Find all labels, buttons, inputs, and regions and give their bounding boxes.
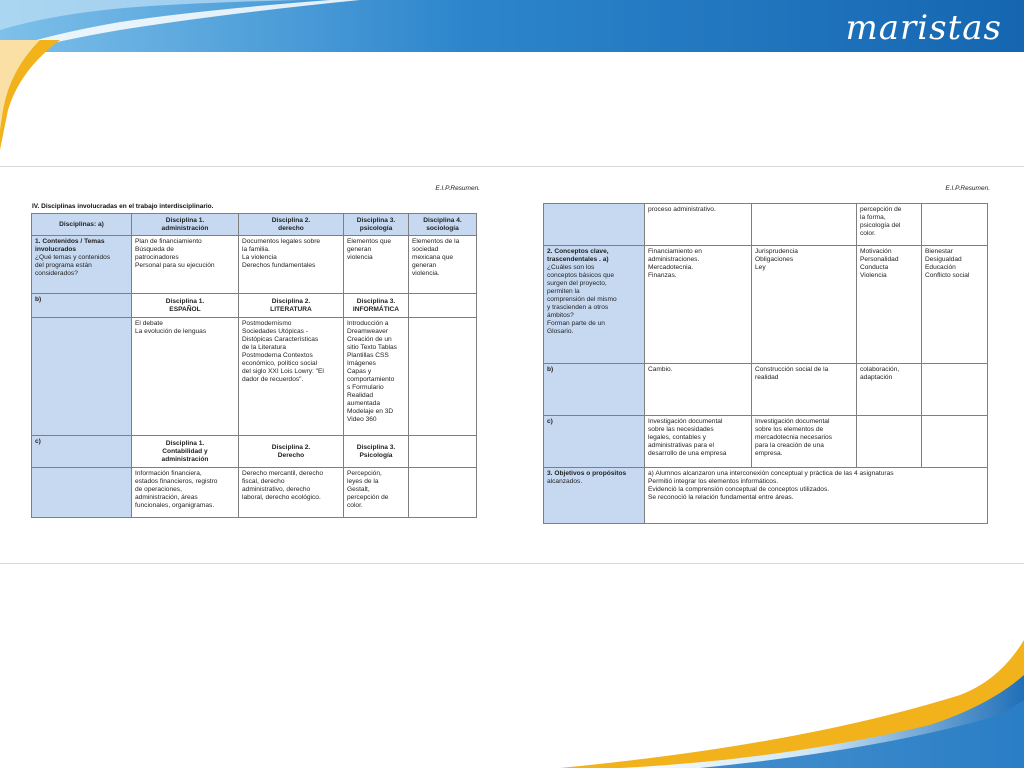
table-cell: Percepción, leyes de la Gestalt, percepción de color.	[344, 468, 409, 518]
disciplines-table	[31, 213, 477, 518]
column-header: Disciplina 4. sociología	[409, 214, 477, 236]
row-label-title: 3. Objetivos o propósitos	[547, 470, 627, 477]
document-page-right	[534, 168, 1002, 562]
page-reference: E.I.P.Resumen.	[945, 185, 990, 192]
table-cell: Postmodernismo Sociedades Utópicas - Distópicas Características de la Literatura Postmoderna Contextos económico, político social del siglo XXI Lois Lowry: "El dador de recuerdos".	[239, 318, 344, 436]
table-cell: Jurisprudencia Obligaciones Ley	[752, 246, 857, 364]
column-header: Disciplina 1. administración	[132, 214, 239, 236]
concepts-table	[543, 203, 988, 524]
column-header: Disciplina 2. derecho	[239, 214, 344, 236]
table-cell: Elementos de la sociedad mexicana que generan violencia.	[409, 236, 477, 294]
table-cell	[857, 416, 922, 468]
table-cell: Investigación documental sobre las necesidades legales, contables y administrativas para el desarrollo de una empresa	[645, 416, 752, 468]
row-label	[544, 246, 645, 364]
table-row	[544, 416, 988, 468]
table-cell: Financiamiento en administraciones. Mercadotecnia. Finanzas.	[645, 246, 752, 364]
row-label-title: 1. Contenidos / Temas involucrados	[35, 238, 105, 253]
table-row	[32, 214, 477, 236]
divider	[0, 166, 1024, 167]
table-cell	[409, 436, 477, 468]
table-cell: Derecho mercantil, derecho fiscal, derecho administrativo, derecho laboral, derecho ecológico.	[239, 468, 344, 518]
table-cell: Plan de financiamiento Búsqueda de patrocinadores Personal para su ejecución	[132, 236, 239, 294]
page-reference: E.I.P.Resumen.	[435, 185, 480, 192]
table-cell: Elementos que generan violencia	[344, 236, 409, 294]
row-label	[32, 468, 132, 518]
table-cell	[409, 468, 477, 518]
column-header: Disciplina 1. ESPAÑOL	[132, 294, 239, 318]
column-header: Disciplina 3. Psicología	[344, 436, 409, 468]
footer-band	[0, 600, 1024, 768]
section-title: IV. Disciplinas involucradas en el trabajo interdisciplinario.	[32, 203, 214, 210]
row-label: b)	[544, 364, 645, 416]
document-page-left	[24, 168, 492, 562]
column-header: Disciplina 3. INFORMÁTICA	[344, 294, 409, 318]
column-header: Disciplina 2. Derecho	[239, 436, 344, 468]
table-cell: Cambio.	[645, 364, 752, 416]
row-label	[544, 204, 645, 246]
column-header: Disciplina 3. psicología	[344, 214, 409, 236]
table-cell	[922, 364, 988, 416]
table-cell: El debate La evolución de lenguas	[132, 318, 239, 436]
table-row	[32, 436, 477, 468]
row-label	[32, 318, 132, 436]
table-cell: Introducción a Dreamweaver Creación de un sitio Texto Tablas Plantillas CSS Imágenes Capas y comportamiento s Formulario Realidad aumentada Modelaje en 3D Video 360	[344, 318, 409, 436]
table-row	[32, 236, 477, 294]
table-cell: Motivación Personalidad Conducta Violencia	[857, 246, 922, 364]
row-label	[544, 468, 645, 524]
table-cell	[409, 318, 477, 436]
table-cell: Investigación documental sobre los elementos de mercadotecnia necesarios para la creación de una empresa.	[752, 416, 857, 468]
objectives-text: a) Alumnos alcanzaron una interconexión conceptual y práctica de las 4 asignaturas Permitió integrar los elementos informáticos. Evidenció la comprensión conceptual de conceptos utilizados. Se reconoció la relación fundamental entre áreas.	[645, 468, 988, 524]
row-label-note: ¿Cuáles son los conceptos básicos que surgen del proyecto, permiten la comprensión del mismo y trascienden a otros ámbitos? Forman parte de un Glosario.	[547, 264, 617, 335]
table-cell: proceso administrativo.	[645, 204, 752, 246]
row-label-note: alcanzados.	[547, 478, 583, 485]
table-cell: Bienestar Desigualdad Educación Conflicto social	[922, 246, 988, 364]
table-row	[32, 468, 477, 518]
row-label-title: 2. Conceptos clave, trascendentales . a)	[547, 248, 609, 263]
row-label: c)	[32, 436, 132, 468]
table-cell: Documentos legales sobre la familia. La violencia Derechos fundamentales	[239, 236, 344, 294]
table-row	[32, 318, 477, 436]
divider	[0, 563, 1024, 564]
table-row	[544, 468, 988, 524]
column-header: Disciplina 2. LITERATURA	[239, 294, 344, 318]
table-row	[544, 246, 988, 364]
column-header: Disciplina 1. Contabilidad y administración	[132, 436, 239, 468]
table-cell	[409, 294, 477, 318]
table-cell: Información financiera, estados financieros, registro de operaciones, administración, áreas funcionales, organigramas.	[132, 468, 239, 518]
table-cell: colaboración, adaptación	[857, 364, 922, 416]
table-cell	[922, 416, 988, 468]
row-label-note: ¿Qué temas y contenidos del programa están considerados?	[35, 254, 111, 277]
table-row	[544, 204, 988, 246]
row-label: c)	[544, 416, 645, 468]
row-label	[32, 236, 132, 294]
table-cell	[752, 204, 857, 246]
table-row	[32, 294, 477, 318]
brand-logo: maristas	[845, 8, 1002, 48]
corner-swoosh-left	[0, 40, 60, 150]
table-cell	[922, 204, 988, 246]
table-cell: percepción de la forma, psicología del color.	[857, 204, 922, 246]
table-cell: Construcción social de la realidad	[752, 364, 857, 416]
row-label: Disciplinas: a)	[32, 214, 132, 236]
row-label: b)	[32, 294, 132, 318]
table-row	[544, 364, 988, 416]
